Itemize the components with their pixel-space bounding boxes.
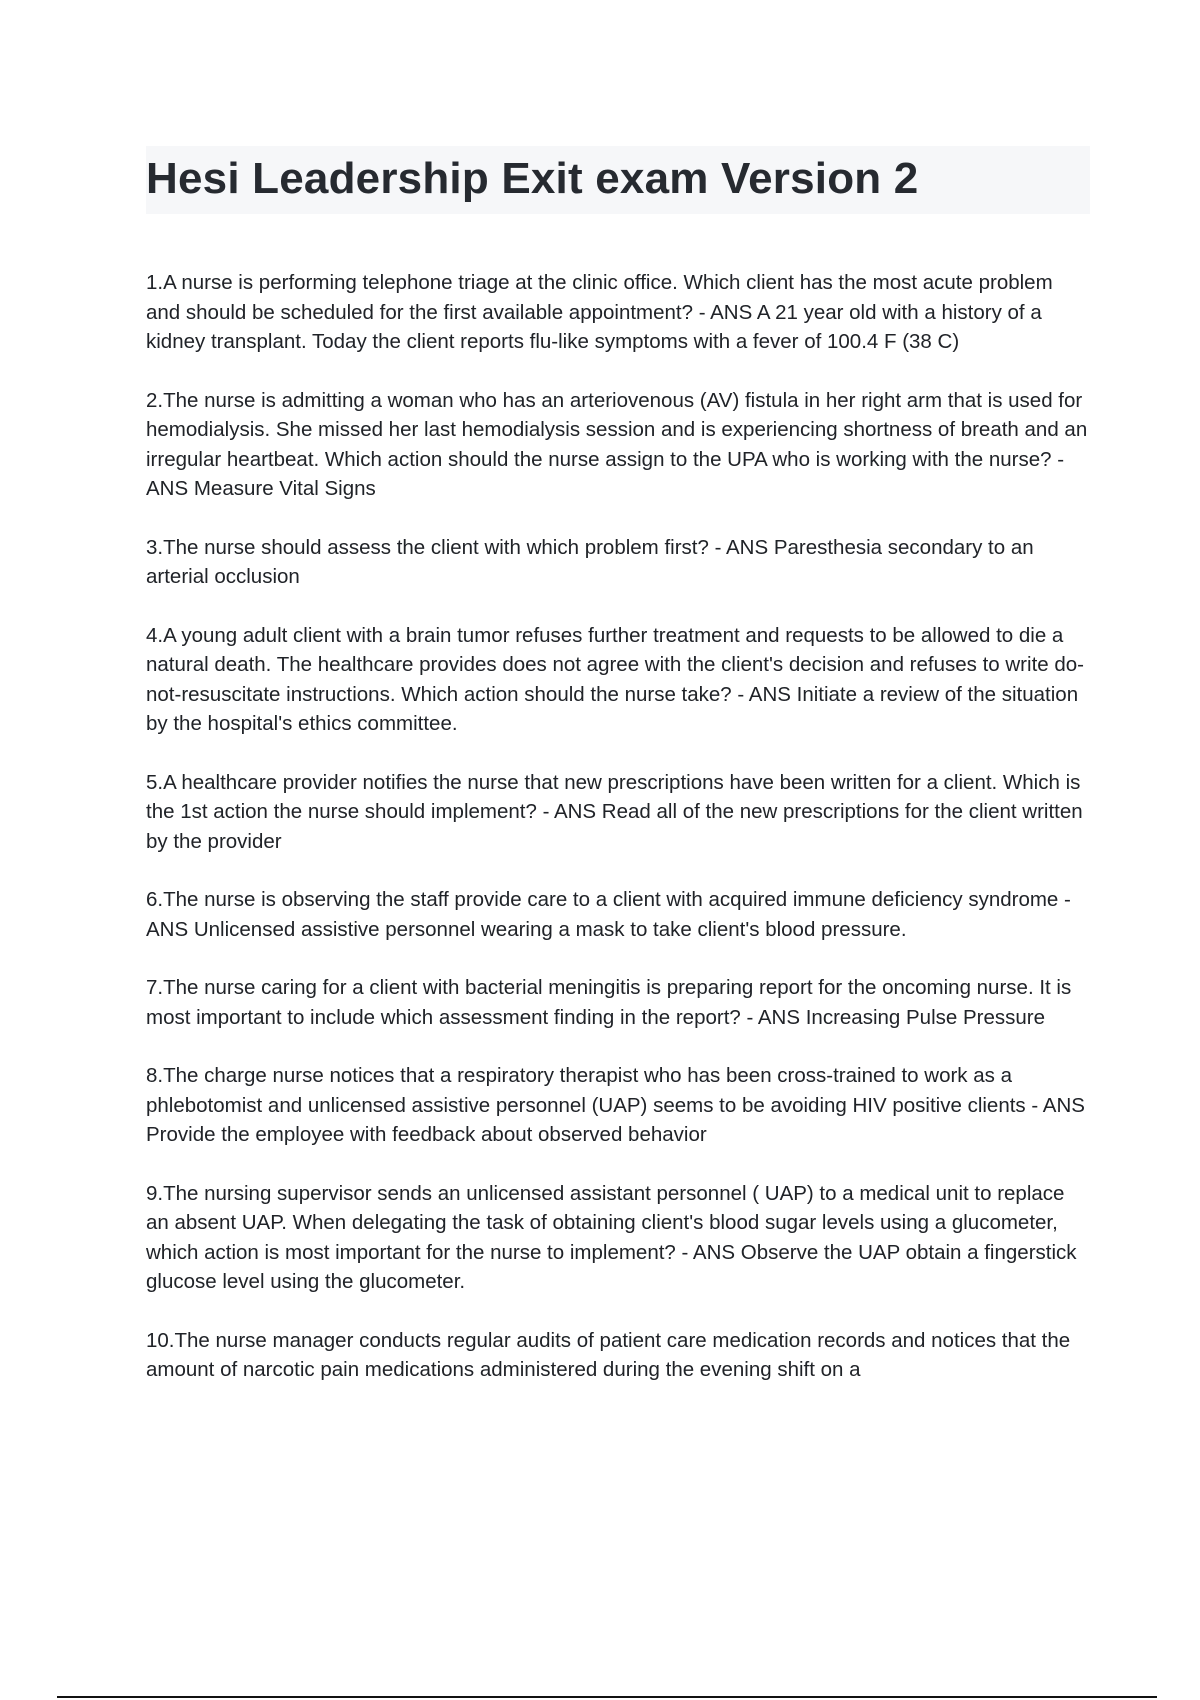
question-9: 9.The nursing supervisor sends an unlicensed assistant personnel ( UAP) to a medical unit to replace an absent UAP. When delegating the task of obtaining client's blood sugar levels using a glucometer, which action is most important for the nurse to implement? - ANS Observe the UAP obtain a fingerstick glucose level using the glucometer. xyxy=(146,1181,1077,1293)
question-7: 7.The nurse caring for a client with bacterial meningitis is preparing report for the oncoming nurse. It is most important to include which assessment finding in the report? - ANS Increasing Pulse Pressure xyxy=(146,976,1072,1029)
question-4: 4.A young adult client with a brain tumor refuses further treatment and requests to be allowed to die a natural death. The healthcare provides does not agree with the client's decision and refuses to write do-not-resuscitate instructions. Which action should the nurse take? - ANS Initiate a review of the situation by the hospital's ethics committee. xyxy=(146,623,1084,735)
question-10: 10.The nurse manager conducts regular audits of patient care medication records and notices that the amount of narcotic pain medications administered during the evening shift on a xyxy=(146,1328,1071,1381)
page-title: Hesi Leadership Exit exam Version 2 xyxy=(146,154,919,203)
question-2: 2.The nurse is admitting a woman who has an arteriovenous (AV) fistula in her right arm that is used for hemodialysis. She missed her last hemodialysis session and is experiencing shortness of breath and an irregular heartbeat. Which action should the nurse assign to the UPA who is working with the nurse? - ANS Measure Vital Signs xyxy=(146,388,1088,500)
question-list xyxy=(146,268,1092,1414)
footer-divider xyxy=(57,1696,1157,1698)
question-6: 6.The nurse is observing the staff provide care to a client with acquired immune deficiency syndrome - ANS Unlicensed assistive personnel wearing a mask to take client's blood pressure. xyxy=(146,888,1071,941)
question-1: 1.A nurse is performing telephone triage at the clinic office. Which client has the most acute problem and should be scheduled for the first available appointment? - ANS A 21 year old with a history of a kidney transplant. Today the client reports flu-like symptoms with a fever of 100.4 F (38 C) xyxy=(146,271,1053,353)
question-3: 3.The nurse should assess the client with which problem first? - ANS Paresthesia secondary to an arterial occlusion xyxy=(146,535,1034,588)
question-8: 8.The charge nurse notices that a respiratory therapist who has been cross-trained to work as a phlebotomist and unlicensed assistive personnel (UAP) seems to be avoiding HIV positive clients - ANS Provide the employee with feedback about observed behavior xyxy=(146,1064,1085,1146)
title-band xyxy=(146,146,1090,214)
question-5: 5.A healthcare provider notifies the nurse that new prescriptions have been written for a client. Which is the 1st action the nurse should implement? - ANS Read all of the new prescriptions for the client written by the provider xyxy=(146,770,1083,853)
